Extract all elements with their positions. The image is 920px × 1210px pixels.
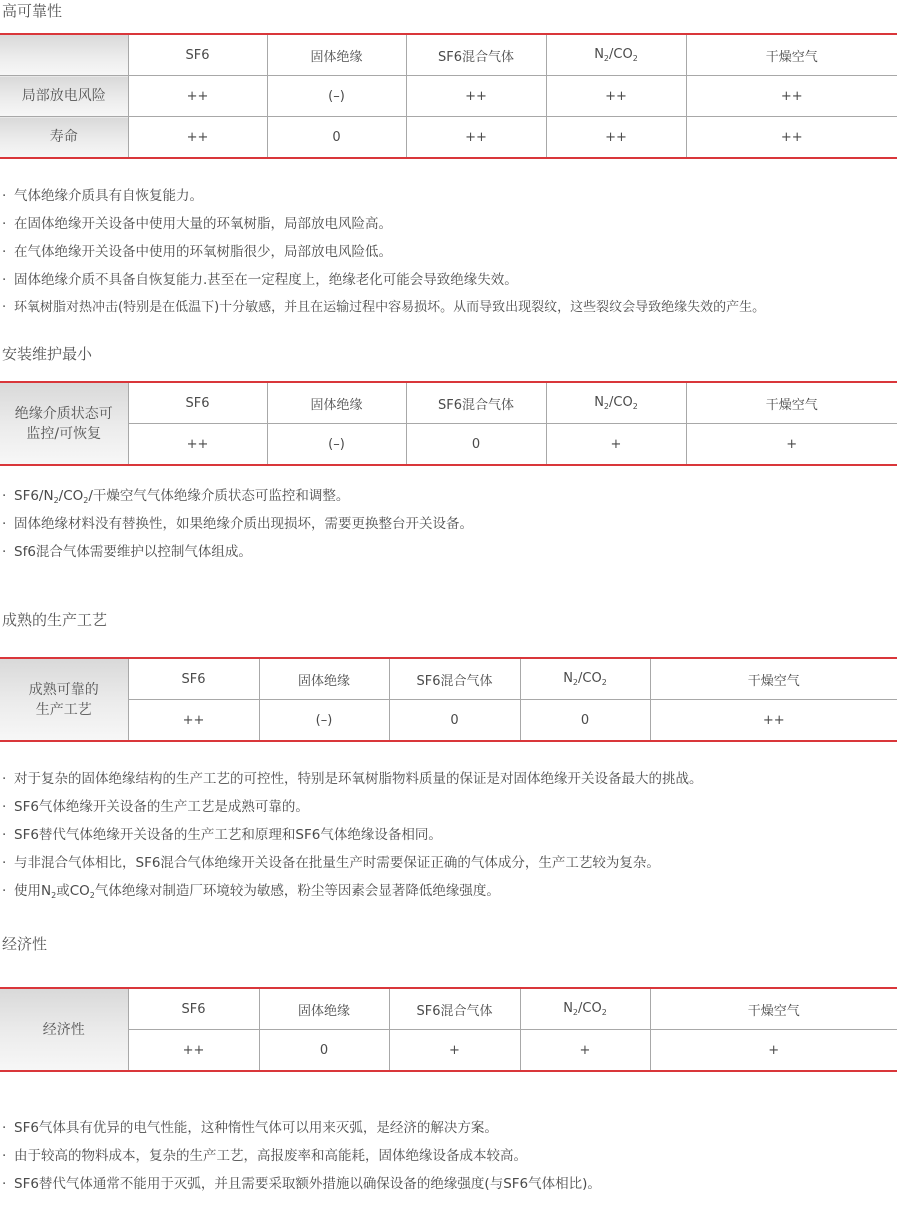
list-item bbox=[2, 538, 473, 566]
list-item-text: 由于较高的物料成本，复杂的生产工艺，高报废率和高能耗，固体绝缘设备成本较高。 bbox=[14, 1148, 527, 1164]
table-cell: 0 bbox=[406, 424, 546, 466]
list-item-text: 对于复杂的固体绝缘结构的生产工艺的可控性，特别是环氧树脂物料质量的保证是对固体绝缘开关设备最大的挑战。 bbox=[14, 771, 703, 787]
high-reliability-notes bbox=[2, 182, 765, 322]
list-item bbox=[2, 238, 765, 266]
economy-notes bbox=[2, 1114, 601, 1198]
table-row bbox=[0, 1030, 897, 1072]
row-header: 寿命 bbox=[0, 117, 128, 159]
bullet-dot-icon: · bbox=[2, 855, 7, 871]
column-header-n2-co2: $N_2/CO_2$ bbox=[520, 988, 650, 1030]
table-cell: + bbox=[389, 1030, 520, 1072]
section-title-mature-production: 成熟的生产工艺 bbox=[2, 611, 108, 629]
bullet-dot-icon: · bbox=[2, 827, 7, 843]
bullet-dot-icon: · bbox=[2, 216, 7, 232]
table-cell: ++ bbox=[128, 76, 267, 117]
minimal-maintenance-notes bbox=[2, 482, 473, 566]
table-header-row bbox=[0, 658, 897, 700]
table-cell: ++ bbox=[546, 76, 686, 117]
bullet-dot-icon: · bbox=[2, 799, 7, 815]
list-item bbox=[2, 266, 765, 294]
list-item bbox=[2, 793, 703, 821]
table-cell: 0 bbox=[267, 117, 406, 159]
column-header: 干燥空气 bbox=[650, 658, 897, 700]
economy-table bbox=[0, 987, 897, 1072]
table-cell: 0 bbox=[259, 1030, 389, 1072]
column-header: SF6 bbox=[128, 988, 259, 1030]
row-header bbox=[0, 658, 128, 741]
list-item-text: SF6替代气体通常不能用于灭弧，并且需要采取额外措施以确保设备的绝缘强度(与SF6气体相比)。 bbox=[14, 1176, 601, 1192]
list-item-text: Sf6混合气体需要维护以控制气体组成。 bbox=[14, 544, 252, 560]
list-item-text: SF6气体具有优异的电气性能，这种惰性气体可以用来灭弧，是经济的解决方案。 bbox=[14, 1120, 498, 1136]
list-item bbox=[2, 182, 765, 210]
table-cell: + bbox=[650, 1030, 897, 1072]
bullet-dot-icon: · bbox=[2, 488, 7, 504]
column-header: 干燥空气 bbox=[686, 34, 897, 76]
table-row bbox=[0, 76, 897, 117]
list-item bbox=[2, 849, 703, 877]
bullet-dot-icon: · bbox=[2, 1148, 7, 1164]
list-item bbox=[2, 877, 703, 905]
column-header: SF6混合气体 bbox=[389, 658, 520, 700]
mature-production-table bbox=[0, 657, 897, 742]
list-item-text: 气体绝缘介质具有自恢复能力。 bbox=[14, 188, 203, 204]
column-header: 固体绝缘 bbox=[267, 34, 406, 76]
table-header-row bbox=[0, 34, 897, 76]
table-row bbox=[0, 117, 897, 159]
list-item-text: 与非混合气体相比，SF6混合气体绝缘开关设备在批量生产时需要保证正确的气体成分，生产工艺较为复杂。 bbox=[14, 855, 660, 871]
column-header-n2-co2: $N_2/CO_2$ bbox=[520, 658, 650, 700]
list-item-text: 环氧树脂对热冲击(特别是在低温下)十分敏感，并且在运输过程中容易损坏。从而导致出现裂纹，这些裂纹会导致绝缘失效的产生。 bbox=[14, 300, 766, 315]
table-row bbox=[0, 700, 897, 742]
column-header-n2-co2: $N_2/CO_2$ bbox=[546, 34, 686, 76]
table-cell: ++ bbox=[406, 117, 546, 159]
list-item bbox=[2, 294, 765, 322]
section-title-economy: 经济性 bbox=[2, 935, 48, 953]
section-title-minimal-maintenance: 安装维护最小 bbox=[2, 345, 93, 363]
table-row bbox=[0, 424, 897, 466]
list-item-text: SF6气体绝缘开关设备的生产工艺是成熟可靠的。 bbox=[14, 799, 309, 815]
table-cell: + bbox=[520, 1030, 650, 1072]
column-header: SF6混合气体 bbox=[389, 988, 520, 1030]
section-title-high-reliability: 高可靠性 bbox=[2, 2, 63, 20]
bullet-dot-icon: · bbox=[2, 300, 7, 315]
bullet-dot-icon: · bbox=[2, 1176, 7, 1192]
mature-production-notes bbox=[2, 765, 703, 905]
row-header: 经济性 bbox=[0, 988, 128, 1071]
list-item bbox=[2, 821, 703, 849]
table-cell: ++ bbox=[128, 1030, 259, 1072]
table-cell: ++ bbox=[128, 424, 267, 466]
corner-cell bbox=[0, 34, 128, 76]
bullet-dot-icon: · bbox=[2, 516, 7, 532]
table-header-row bbox=[0, 988, 897, 1030]
table-cell: 0 bbox=[520, 700, 650, 742]
table-cell: ++ bbox=[406, 76, 546, 117]
table-header-row bbox=[0, 382, 897, 424]
bullet-dot-icon: · bbox=[2, 883, 7, 899]
list-item bbox=[2, 482, 473, 510]
table-cell: + bbox=[686, 424, 897, 466]
row-header: 局部放电风险 bbox=[0, 76, 128, 117]
row-header-line: 绝缘介质状态可 bbox=[14, 405, 113, 422]
column-header: SF6 bbox=[128, 34, 267, 76]
column-header: SF6 bbox=[128, 658, 259, 700]
column-header: 固体绝缘 bbox=[267, 382, 406, 424]
row-header bbox=[0, 382, 128, 465]
list-item bbox=[2, 510, 473, 538]
list-item bbox=[2, 210, 765, 238]
list-item bbox=[2, 765, 703, 793]
table-cell: ++ bbox=[546, 117, 686, 159]
bullet-dot-icon: · bbox=[2, 771, 7, 787]
bullet-dot-icon: · bbox=[2, 544, 7, 560]
list-item-text: 使用$N_2$或$CO_2$气体绝缘对制造厂环境较为敏感，粉尘等因素会显著降低绝缘强度。 bbox=[14, 883, 500, 900]
column-header: 干燥空气 bbox=[650, 988, 897, 1030]
table-cell: ++ bbox=[128, 117, 267, 159]
table-cell: (–) bbox=[267, 424, 406, 466]
bullet-dot-icon: · bbox=[2, 188, 7, 204]
table-cell: + bbox=[546, 424, 686, 466]
column-header: SF6混合气体 bbox=[406, 34, 546, 76]
column-header: 固体绝缘 bbox=[259, 658, 389, 700]
list-item-text: 固体绝缘材料没有替换性，如果绝缘介质出现损坏，需要更换整台开关设备。 bbox=[14, 516, 473, 532]
list-item bbox=[2, 1142, 601, 1170]
table-cell: ++ bbox=[650, 700, 897, 742]
row-header-line: 生产工艺 bbox=[35, 701, 92, 718]
minimal-maintenance-table bbox=[0, 381, 897, 466]
table-cell: ++ bbox=[686, 76, 897, 117]
table-cell: 0 bbox=[389, 700, 520, 742]
column-header: SF6 bbox=[128, 382, 267, 424]
list-item-text: 在固体绝缘开关设备中使用大量的环氧树脂，局部放电风险高。 bbox=[14, 216, 392, 232]
table-cell: ++ bbox=[686, 117, 897, 159]
column-header: 干燥空气 bbox=[686, 382, 897, 424]
column-header: SF6混合气体 bbox=[406, 382, 546, 424]
list-item-text: 固体绝缘介质不具备自恢复能力.甚至在一定程度上，绝缘老化可能会导致绝缘失效。 bbox=[14, 272, 518, 288]
bullet-dot-icon: · bbox=[2, 1120, 7, 1136]
column-header: 固体绝缘 bbox=[259, 988, 389, 1030]
row-header-line: 成熟可靠的 bbox=[28, 681, 99, 698]
table-cell: (–) bbox=[259, 700, 389, 742]
list-item-text: $SF6/N_2/CO_2/$干燥空气气体绝缘介质状态可监控和调整。 bbox=[14, 488, 350, 505]
list-item bbox=[2, 1114, 601, 1142]
bullet-dot-icon: · bbox=[2, 272, 7, 288]
high-reliability-table bbox=[0, 33, 897, 159]
column-header-n2-co2: $N_2/CO_2$ bbox=[546, 382, 686, 424]
list-item-text: SF6替代气体绝缘开关设备的生产工艺和原理和SF6气体绝缘设备相同。 bbox=[14, 827, 442, 843]
row-header-line: 监控/可恢复 bbox=[26, 425, 102, 442]
bullet-dot-icon: · bbox=[2, 244, 7, 260]
list-item bbox=[2, 1170, 601, 1198]
table-cell: (–) bbox=[267, 76, 406, 117]
table-cell: ++ bbox=[128, 700, 259, 742]
list-item-text: 在气体绝缘开关设备中使用的环氧树脂很少，局部放电风险低。 bbox=[14, 244, 392, 260]
